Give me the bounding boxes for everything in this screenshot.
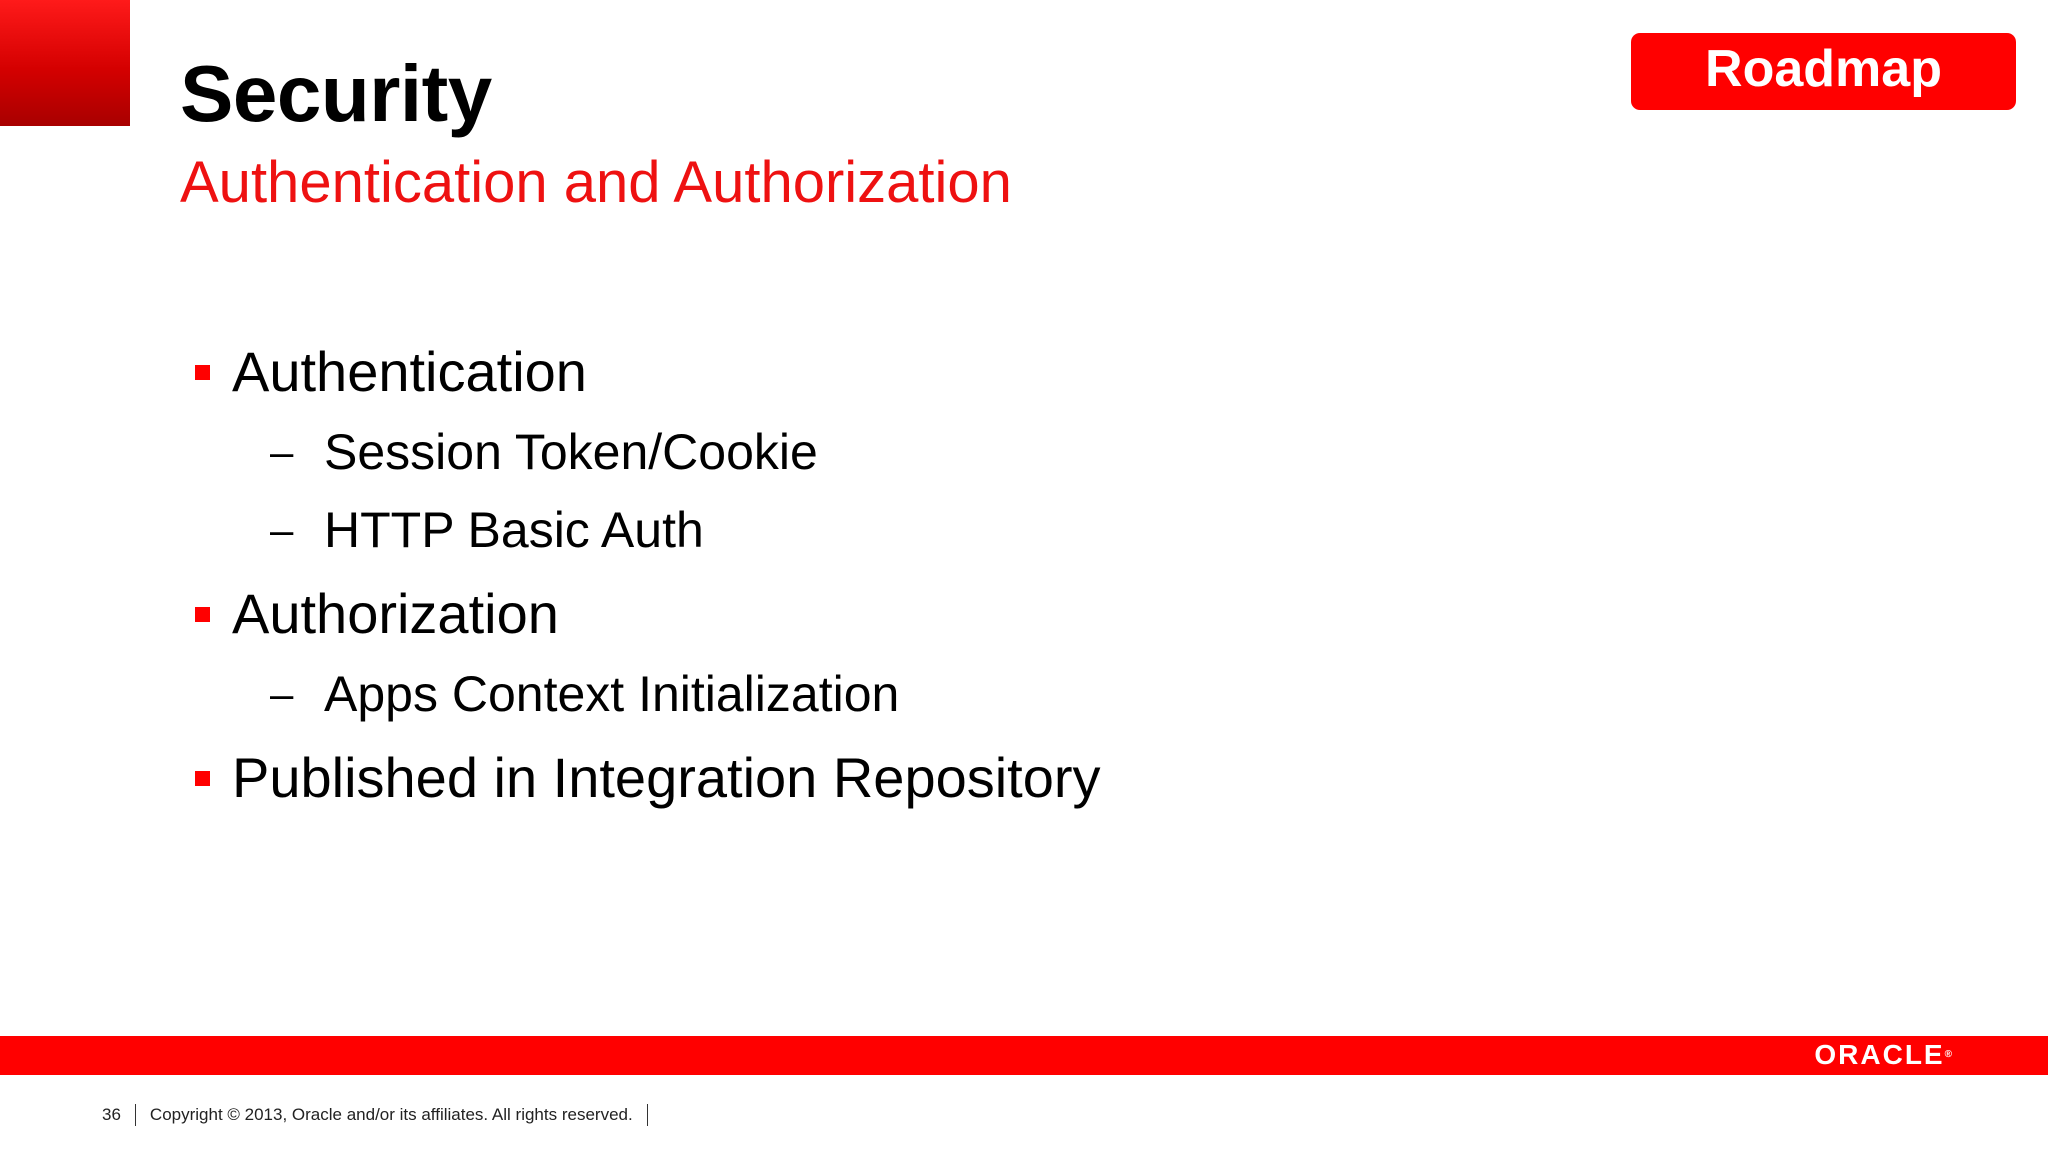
subitem-http-basic-auth <box>270 502 704 558</box>
bullet-text: Authorization <box>232 582 559 645</box>
bullet-text: Authentication <box>232 340 587 403</box>
subitem-text: Apps Context Initialization <box>324 666 900 722</box>
footer-red-bar <box>0 1036 2048 1075</box>
oracle-logo <box>1814 1040 1952 1070</box>
bullet-item-authentication <box>195 340 587 403</box>
copyright-text: Copyright © 2013, Oracle and/or its affiliates. All rights reserved. <box>149 1105 633 1124</box>
roadmap-badge-label: Roadmap <box>1705 39 1942 98</box>
trademark-icon: ® <box>1944 1049 1952 1060</box>
footer-separator <box>135 1104 136 1126</box>
slide-subtitle: Authentication and Authorization <box>180 150 1012 215</box>
page-number: 36 <box>102 1105 121 1124</box>
dash-icon: – <box>270 428 294 475</box>
subitem-session-token <box>270 424 818 480</box>
bullet-item-authorization <box>195 582 559 645</box>
bullet-square-icon <box>195 771 210 786</box>
bullet-text: Published in Integration Repository <box>232 746 1101 809</box>
dash-icon: – <box>270 670 294 717</box>
footer <box>102 1104 662 1126</box>
dash-icon: – <box>270 506 294 553</box>
bullet-square-icon <box>195 607 210 622</box>
subitem-apps-context <box>270 666 900 722</box>
subitem-text: Session Token/Cookie <box>324 424 818 480</box>
slide-title: Security <box>180 49 492 138</box>
bullet-square-icon <box>195 365 210 380</box>
bullet-item-published <box>195 746 1101 809</box>
oracle-logo-text: ORACLE <box>1814 1039 1945 1070</box>
subitem-text: HTTP Basic Auth <box>324 502 704 558</box>
footer-separator <box>647 1104 648 1126</box>
